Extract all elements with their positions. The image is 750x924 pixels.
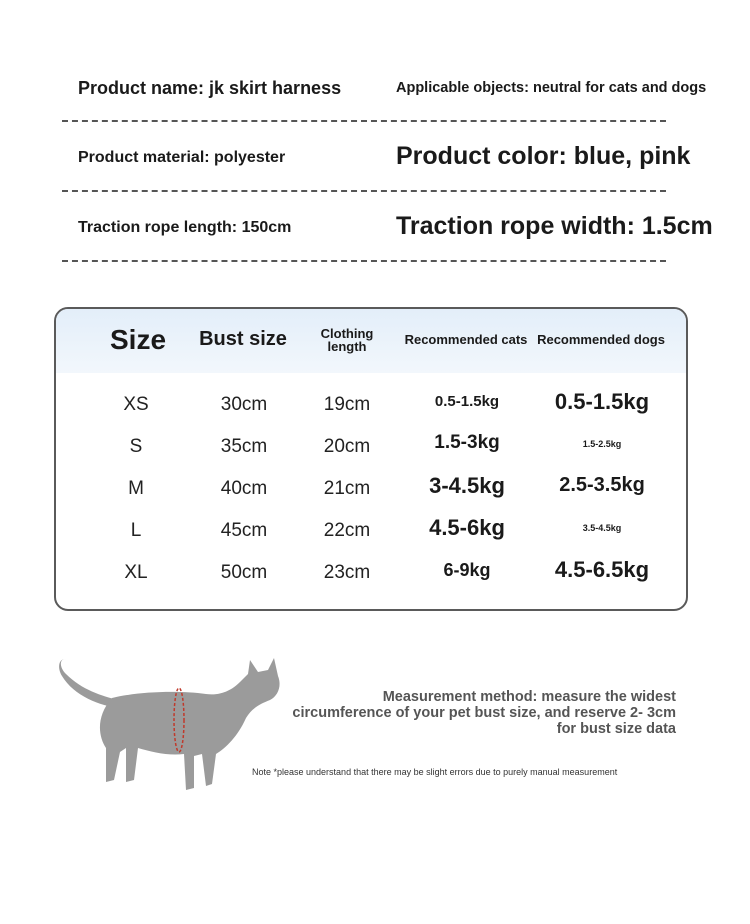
applicable-objects: Applicable objects: neutral for cats and dogs (396, 80, 707, 96)
header-length (321, 327, 374, 353)
row-dogs: 1.5-2.5kg (582, 439, 622, 449)
row-cats: 3-4.5kg (429, 473, 505, 498)
row-length: 23cm (323, 562, 371, 583)
product-material: Product material: polyester (78, 149, 286, 166)
product-name: Product name: jk skirt harness (78, 78, 342, 98)
row-cats: 0.5-1.5kg (434, 393, 500, 410)
divider (62, 260, 666, 262)
row-dogs: 0.5-1.5kg (554, 389, 650, 414)
row-bust: 30cm (220, 394, 268, 415)
row-bust: 35cm (220, 436, 268, 457)
measurement-note: Note *please understand that there may be slight errors due to purely manual measurement (252, 767, 618, 777)
row-size: L (130, 520, 142, 541)
size-table (54, 307, 688, 611)
cat-silhouette-icon (56, 652, 286, 802)
row-dogs: 3.5-4.5kg (582, 523, 622, 533)
row-size: S (129, 436, 143, 457)
measurement-line-2: circumference of your pet bust size, and reserve 2- 3cm (292, 705, 676, 721)
row-size: XL (124, 562, 148, 583)
header-length-line2: length (327, 339, 367, 354)
row-cats: 4.5-6kg (429, 515, 505, 540)
divider (62, 120, 666, 122)
row-dogs: 4.5-6.5kg (554, 557, 650, 582)
measurement-line-1: Measurement method: measure the widest (382, 689, 676, 705)
header-size: Size (109, 324, 167, 355)
row-cats: 6-9kg (443, 560, 491, 580)
rope-length: Traction rope length: 150cm (78, 219, 292, 236)
row-length: 20cm (323, 436, 371, 457)
row-length: 22cm (323, 520, 371, 541)
measurement-line-3: for bust size data (556, 721, 676, 737)
row-bust: 45cm (220, 520, 268, 541)
row-bust: 50cm (220, 562, 268, 583)
row-size: XS (123, 394, 149, 415)
row-size: M (128, 478, 144, 499)
row-bust: 40cm (220, 478, 268, 499)
row-dogs: 2.5-3.5kg (559, 474, 645, 496)
row-length: 21cm (323, 478, 371, 499)
product-color: Product color: blue, pink (396, 142, 691, 170)
header-length-line1: Clothing (320, 326, 374, 341)
divider (62, 190, 666, 192)
measurement-method (292, 689, 676, 737)
row-length: 19cm (323, 394, 371, 415)
row-cats: 1.5-3kg (434, 432, 500, 453)
header-cats: Recommended cats (404, 332, 528, 347)
header-bust: Bust size (199, 328, 287, 350)
header-dogs: Recommended dogs (537, 332, 665, 347)
rope-width: Traction rope width: 1.5cm (396, 212, 713, 240)
